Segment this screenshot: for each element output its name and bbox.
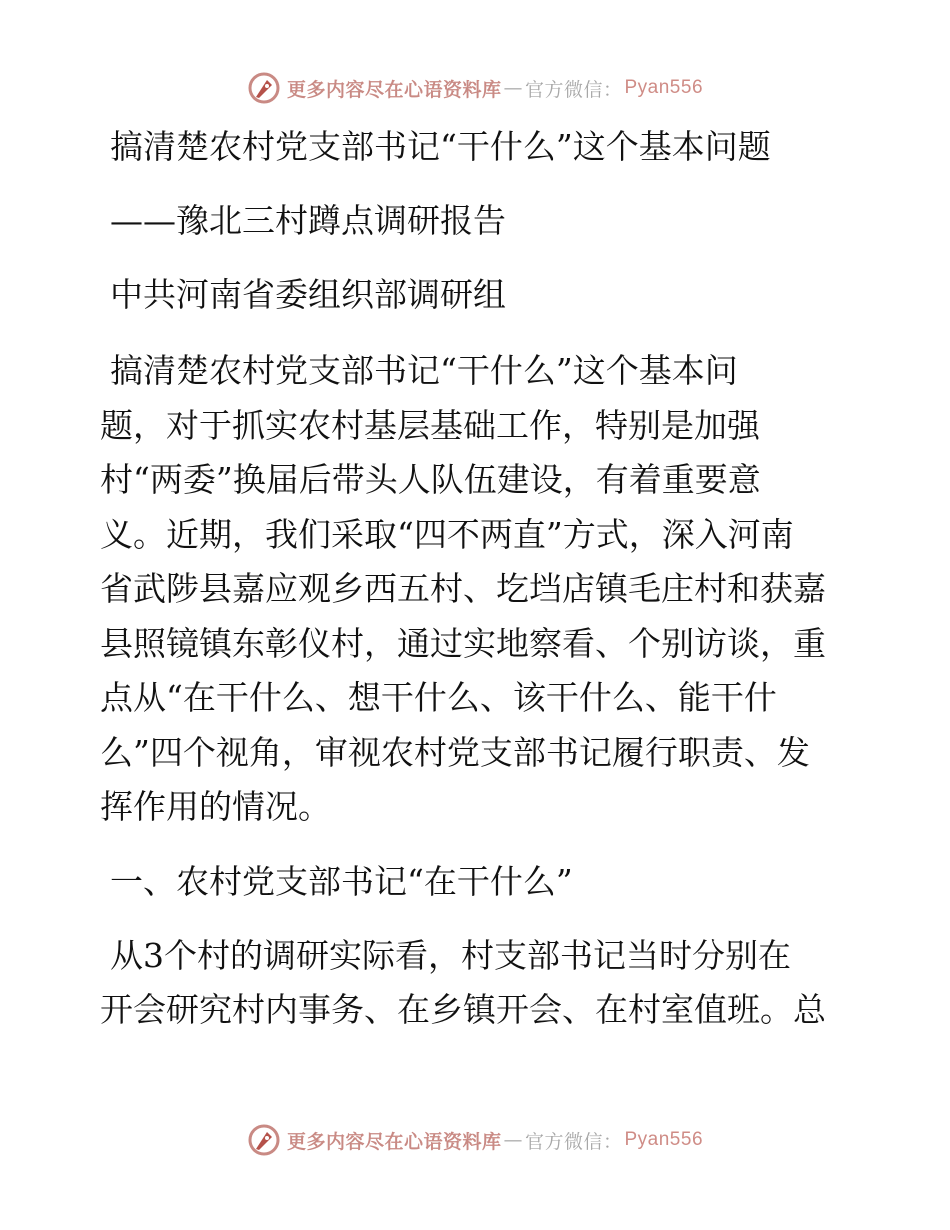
paragraph-line: 义。近期，我们采取“四不两直”方式，深入河南 (100, 514, 794, 554)
watermark-separator: — (503, 1129, 523, 1151)
watermark-header (0, 68, 950, 108)
paragraph-line: 挥作用的情况。 (100, 787, 331, 826)
paragraph-line: 省武陟县嘉应观乡西五村、圪垱店镇毛庄村和获嘉 (100, 569, 826, 608)
watermark-id: Pyan556 (624, 1129, 704, 1150)
paragraph-line: 搞清楚农村党支部书记“干什么”这个基本问 (110, 351, 738, 390)
pen-nib-circle-icon (247, 71, 281, 105)
paragraph-line: 么”四个视角，审视农村党支部书记履行职责、发 (100, 732, 810, 772)
document-author: 中共河南省委组织部调研组 (110, 275, 506, 314)
watermark-main-text: 更多内容尽在心语资料库 (286, 78, 502, 101)
document-subtitle: ——豫北三村蹲点调研报告 (110, 201, 506, 240)
watermark-footer (0, 1120, 950, 1160)
watermark-separator: — (503, 77, 523, 99)
paragraph-line: 点从“在干什么、想干什么、该干什么、能干什 (100, 678, 777, 717)
section-heading: 一、农村党支部书记“在干什么” (110, 861, 573, 901)
paragraph-line: 村“两委”换届后带头人队伍建设，有着重要意 (100, 460, 761, 499)
intro-paragraph (100, 344, 855, 835)
document-body (100, 122, 855, 1060)
paragraph-line: 题，对于抓实农村基层基础工作，特别是加强 (100, 405, 760, 445)
watermark-label: 官方微信： (524, 78, 623, 101)
paragraph-line: 从3个村的调研实际看，村支部书记当时分别在 (110, 935, 791, 975)
pen-nib-circle-icon (247, 1123, 281, 1157)
watermark-label: 官方微信： (524, 1130, 623, 1153)
document-title: 搞清楚农村党支部书记“干什么”这个基本问题 (110, 127, 771, 166)
section1-paragraph (100, 929, 855, 1038)
watermark-id: Pyan556 (624, 77, 704, 98)
watermark-main-text: 更多内容尽在心语资料库 (286, 1130, 502, 1153)
paragraph-line: 县照镜镇东彰仪村，通过实地察看、个别访谈，重 (100, 623, 826, 663)
paragraph-line: 开会研究村内事务、在乡镇开会、在村室值班。总 (100, 990, 826, 1029)
